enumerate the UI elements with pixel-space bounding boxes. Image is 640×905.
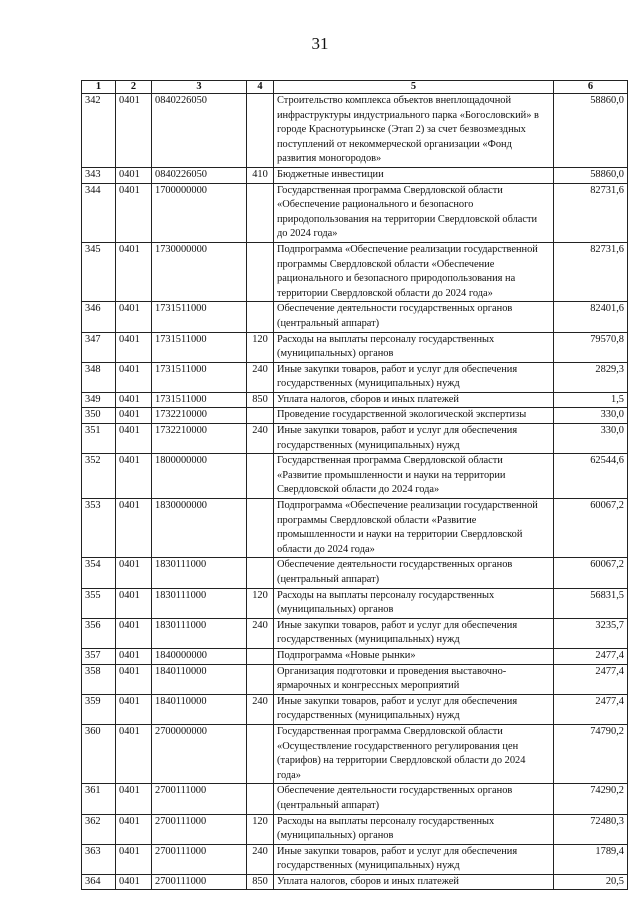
section-code-cell: 0401 <box>116 167 152 183</box>
row-number-cell: 342 <box>82 94 116 168</box>
amount-cell: 74290,2 <box>554 784 628 814</box>
item-name-cell: Обеспечение деятельности государственных органов (центральный аппарат) <box>274 558 554 588</box>
table-row <box>82 618 628 648</box>
section-code-cell: 0401 <box>116 784 152 814</box>
expense-type-cell: 240 <box>247 424 274 454</box>
amount-cell: 82731,6 <box>554 242 628 301</box>
table-row <box>82 499 628 558</box>
table-row <box>82 844 628 874</box>
amount-cell: 20,5 <box>554 874 628 890</box>
expense-type-cell: 120 <box>247 332 274 362</box>
expense-type-cell <box>247 454 274 499</box>
table-row <box>82 558 628 588</box>
item-name-cell: Проведение государственной экологической экспертизы <box>274 408 554 424</box>
amount-cell: 330,0 <box>554 408 628 424</box>
target-article-cell: 0840226050 <box>152 167 247 183</box>
item-name-cell: Расходы на выплаты персоналу государственных (муниципальных) органов <box>274 332 554 362</box>
target-article-cell: 1731511000 <box>152 332 247 362</box>
row-number-cell: 356 <box>82 618 116 648</box>
table-row <box>82 362 628 392</box>
target-article-cell: 2700111000 <box>152 784 247 814</box>
row-number-cell: 348 <box>82 362 116 392</box>
expense-type-cell <box>247 183 274 242</box>
item-name-cell: Иные закупки товаров, работ и услуг для обеспечения государственных (муниципальных) нужд <box>274 844 554 874</box>
row-number-cell: 355 <box>82 588 116 618</box>
amount-cell: 82731,6 <box>554 183 628 242</box>
header-row <box>82 81 628 94</box>
column-header: 3 <box>152 81 247 94</box>
table-row <box>82 332 628 362</box>
table-row <box>82 408 628 424</box>
item-name-cell: Подпрограмма «Обеспечение реализации государственной программы Свердловской области «Обеспечение рационального и безопасного природопользования на территории Свердловской области до 2024 года» <box>274 242 554 301</box>
section-code-cell: 0401 <box>116 618 152 648</box>
expense-type-cell: 120 <box>247 588 274 618</box>
item-name-cell: Строительство комплекса объектов внеплощадочной инфраструктуры индустриального парка «Богословский» в городе Краснотурьинске (Этап 2) за счет безвозмездных поступлений от некоммерческой организации «Фонд развития моногородов» <box>274 94 554 168</box>
expense-type-cell <box>247 94 274 168</box>
target-article-cell: 1840110000 <box>152 694 247 724</box>
item-name-cell: Уплата налогов, сборов и иных платежей <box>274 874 554 890</box>
column-header: 4 <box>247 81 274 94</box>
target-article-cell: 1840000000 <box>152 648 247 664</box>
section-code-cell: 0401 <box>116 588 152 618</box>
target-article-cell: 1732210000 <box>152 408 247 424</box>
target-article-cell: 1840110000 <box>152 664 247 694</box>
target-article-cell: 1731511000 <box>152 302 247 332</box>
table-row <box>82 694 628 724</box>
row-number-cell: 346 <box>82 302 116 332</box>
expense-type-cell <box>247 408 274 424</box>
row-number-cell: 358 <box>82 664 116 694</box>
section-code-cell: 0401 <box>116 183 152 242</box>
section-code-cell: 0401 <box>116 814 152 844</box>
item-name-cell: Уплата налогов, сборов и иных платежей <box>274 392 554 408</box>
expense-type-cell <box>247 664 274 694</box>
table-row <box>82 724 628 783</box>
table-row <box>82 167 628 183</box>
row-number-cell: 349 <box>82 392 116 408</box>
target-article-cell: 2700111000 <box>152 814 247 844</box>
row-number-cell: 354 <box>82 558 116 588</box>
amount-cell: 82401,6 <box>554 302 628 332</box>
row-number-cell: 357 <box>82 648 116 664</box>
section-code-cell: 0401 <box>116 844 152 874</box>
target-article-cell: 1800000000 <box>152 454 247 499</box>
section-code-cell: 0401 <box>116 558 152 588</box>
expense-type-cell: 240 <box>247 844 274 874</box>
target-article-cell: 0840226050 <box>152 94 247 168</box>
row-number-cell: 347 <box>82 332 116 362</box>
item-name-cell: Государственная программа Свердловской области «Осуществление государственного регулирования цен (тарифов) на территории Свердловской области до 2024 года» <box>274 724 554 783</box>
expense-type-cell <box>247 302 274 332</box>
amount-cell: 74790,2 <box>554 724 628 783</box>
column-header: 2 <box>116 81 152 94</box>
item-name-cell: Расходы на выплаты персоналу государственных (муниципальных) органов <box>274 814 554 844</box>
table-row <box>82 392 628 408</box>
expense-type-cell: 850 <box>247 392 274 408</box>
target-article-cell: 1830111000 <box>152 558 247 588</box>
target-article-cell: 1731511000 <box>152 362 247 392</box>
row-number-cell: 359 <box>82 694 116 724</box>
expense-type-cell <box>247 499 274 558</box>
table-row <box>82 183 628 242</box>
section-code-cell: 0401 <box>116 499 152 558</box>
section-code-cell: 0401 <box>116 454 152 499</box>
table-row <box>82 94 628 168</box>
item-name-cell: Обеспечение деятельности государственных органов (центральный аппарат) <box>274 302 554 332</box>
table-row <box>82 242 628 301</box>
expense-type-cell <box>247 558 274 588</box>
amount-cell: 2477,4 <box>554 648 628 664</box>
amount-cell: 2829,3 <box>554 362 628 392</box>
amount-cell: 2477,4 <box>554 664 628 694</box>
target-article-cell: 1732210000 <box>152 424 247 454</box>
row-number-cell: 361 <box>82 784 116 814</box>
row-number-cell: 362 <box>82 814 116 844</box>
column-header: 6 <box>554 81 628 94</box>
section-code-cell: 0401 <box>116 874 152 890</box>
table-row <box>82 784 628 814</box>
page-number: 31 <box>311 34 329 53</box>
target-article-cell: 1731511000 <box>152 392 247 408</box>
amount-cell: 56831,5 <box>554 588 628 618</box>
expense-type-cell <box>247 648 274 664</box>
item-name-cell: Организация подготовки и проведения выставочно-ярмарочных и конгрессных мероприятий <box>274 664 554 694</box>
budget-table <box>81 80 628 890</box>
table-row <box>82 664 628 694</box>
amount-cell: 62544,6 <box>554 454 628 499</box>
expense-type-cell: 240 <box>247 362 274 392</box>
target-article-cell: 1830111000 <box>152 618 247 648</box>
item-name-cell: Подпрограмма «Новые рынки» <box>274 648 554 664</box>
target-article-cell: 1830111000 <box>152 588 247 618</box>
row-number-cell: 344 <box>82 183 116 242</box>
column-header: 1 <box>82 81 116 94</box>
table-row <box>82 424 628 454</box>
target-article-cell: 2700000000 <box>152 724 247 783</box>
section-code-cell: 0401 <box>116 648 152 664</box>
section-code-cell: 0401 <box>116 424 152 454</box>
item-name-cell: Подпрограмма «Обеспечение реализации государственной программы Свердловской области «Развитие промышленности и науки на территории Свердловской области до 2024 года» <box>274 499 554 558</box>
expense-type-cell: 850 <box>247 874 274 890</box>
section-code-cell: 0401 <box>116 332 152 362</box>
amount-cell: 1,5 <box>554 392 628 408</box>
amount-cell: 72480,3 <box>554 814 628 844</box>
row-number-cell: 343 <box>82 167 116 183</box>
row-number-cell: 353 <box>82 499 116 558</box>
amount-cell: 60067,2 <box>554 558 628 588</box>
table-row <box>82 588 628 618</box>
section-code-cell: 0401 <box>116 242 152 301</box>
row-number-cell: 363 <box>82 844 116 874</box>
target-article-cell: 1830000000 <box>152 499 247 558</box>
item-name-cell: Государственная программа Свердловской области «Обеспечение рационального и безопасного природопользования на территории Свердловской области до 2024 года» <box>274 183 554 242</box>
row-number-cell: 350 <box>82 408 116 424</box>
item-name-cell: Иные закупки товаров, работ и услуг для обеспечения государственных (муниципальных) нужд <box>274 694 554 724</box>
section-code-cell: 0401 <box>116 724 152 783</box>
item-name-cell: Государственная программа Свердловской области «Развитие промышленности и науки на территории Свердловской области до 2024 года» <box>274 454 554 499</box>
amount-cell: 58860,0 <box>554 167 628 183</box>
target-article-cell: 1730000000 <box>152 242 247 301</box>
amount-cell: 330,0 <box>554 424 628 454</box>
section-code-cell: 0401 <box>116 408 152 424</box>
amount-cell: 58860,0 <box>554 94 628 168</box>
amount-cell: 79570,8 <box>554 332 628 362</box>
column-header: 5 <box>274 81 554 94</box>
row-number-cell: 360 <box>82 724 116 783</box>
table-row <box>82 874 628 890</box>
amount-cell: 1789,4 <box>554 844 628 874</box>
expense-type-cell <box>247 724 274 783</box>
table-row <box>82 814 628 844</box>
amount-cell: 3235,7 <box>554 618 628 648</box>
expense-type-cell <box>247 784 274 814</box>
row-number-cell: 352 <box>82 454 116 499</box>
target-article-cell: 2700111000 <box>152 874 247 890</box>
amount-cell: 60067,2 <box>554 499 628 558</box>
expense-type-cell: 410 <box>247 167 274 183</box>
row-number-cell: 364 <box>82 874 116 890</box>
amount-cell: 2477,4 <box>554 694 628 724</box>
item-name-cell: Расходы на выплаты персоналу государственных (муниципальных) органов <box>274 588 554 618</box>
item-name-cell: Иные закупки товаров, работ и услуг для обеспечения государственных (муниципальных) нужд <box>274 362 554 392</box>
section-code-cell: 0401 <box>116 694 152 724</box>
section-code-cell: 0401 <box>116 362 152 392</box>
section-code-cell: 0401 <box>116 664 152 694</box>
target-article-cell: 2700111000 <box>152 844 247 874</box>
table-row <box>82 648 628 664</box>
section-code-cell: 0401 <box>116 94 152 168</box>
row-number-cell: 351 <box>82 424 116 454</box>
expense-type-cell <box>247 242 274 301</box>
table-row <box>82 302 628 332</box>
row-number-cell: 345 <box>82 242 116 301</box>
expense-type-cell: 240 <box>247 694 274 724</box>
section-code-cell: 0401 <box>116 302 152 332</box>
target-article-cell: 1700000000 <box>152 183 247 242</box>
expense-type-cell: 240 <box>247 618 274 648</box>
item-name-cell: Обеспечение деятельности государственных органов (центральный аппарат) <box>274 784 554 814</box>
item-name-cell: Иные закупки товаров, работ и услуг для обеспечения государственных (муниципальных) нужд <box>274 424 554 454</box>
item-name-cell: Бюджетные инвестиции <box>274 167 554 183</box>
item-name-cell: Иные закупки товаров, работ и услуг для обеспечения государственных (муниципальных) нужд <box>274 618 554 648</box>
expense-type-cell: 120 <box>247 814 274 844</box>
section-code-cell: 0401 <box>116 392 152 408</box>
table-row <box>82 454 628 499</box>
